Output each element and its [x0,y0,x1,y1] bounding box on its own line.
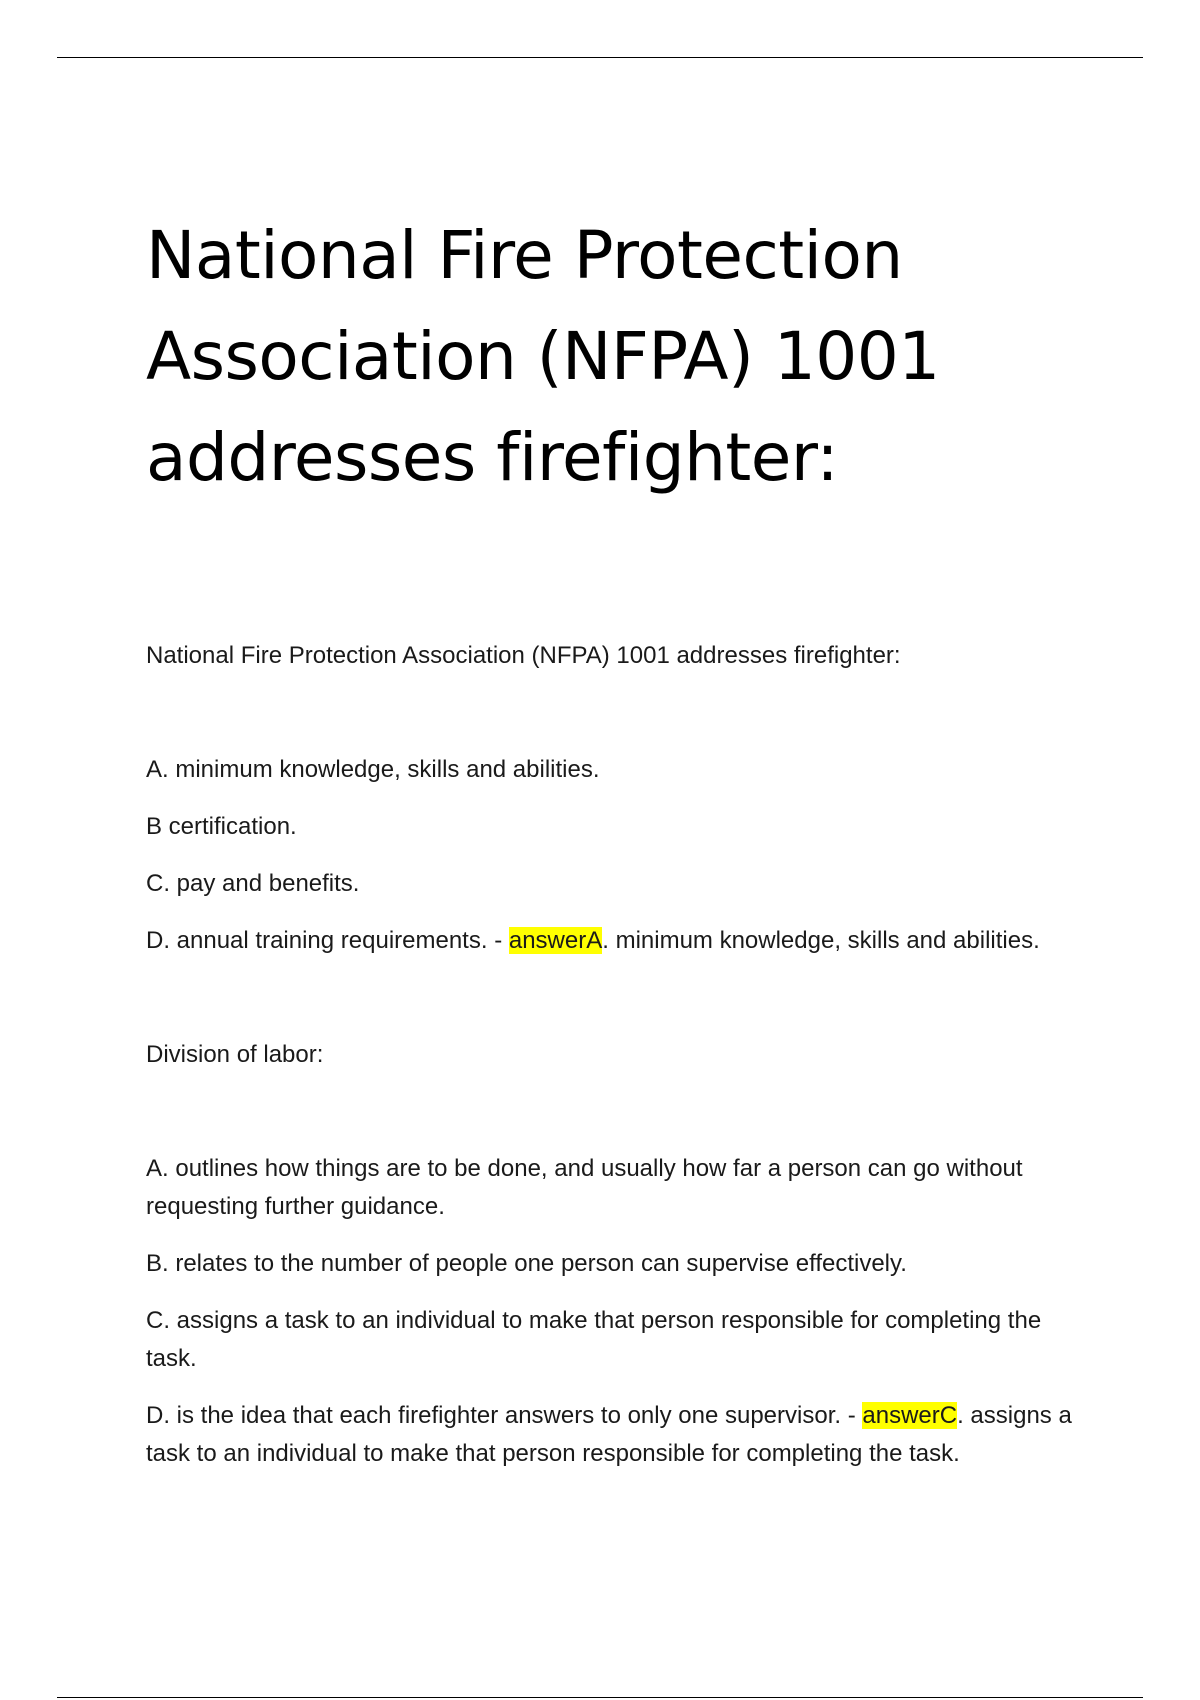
bottom-rule [57,1697,1143,1698]
option-list [146,1150,1096,1473]
answer-highlight: answerA [508,927,603,954]
title-line: Association (NFPA) 1001 [146,318,940,395]
option-d-text: D. annual training requirements. - [146,927,509,954]
question-stem: Division of labor: [146,1041,324,1068]
option-d-with-answer [146,1397,1096,1473]
answer-text: . minimum knowledge, skills and abilities. [602,927,1040,954]
top-rule [57,57,1143,58]
title-line: addresses firefighter: [146,419,839,496]
question-stem: National Fire Protection Association (NFPA) 1001 addresses firefighter: [146,642,901,669]
title-line: National Fire Protection [146,217,903,294]
option-a: A. minimum knowledge, skills and abilities. [146,756,600,783]
document-title [146,205,1096,508]
option-d-with-answer [146,922,1096,960]
answer-text: . assigns a task to an individual to make that person responsible for completing the task. [146,1402,1072,1467]
option-c: C. pay and benefits. [146,870,360,897]
option-b: B. relates to the number of people one person can supervise effectively. [146,1250,907,1277]
answer-highlight: answerC [862,1402,958,1429]
question-block-2 [146,1036,1096,1473]
option-a: A. outlines how things are to be done, and usually how far a person can go without requesting further guidance. [146,1155,1023,1220]
option-list [146,751,1096,960]
document-page [146,205,1096,1473]
option-d-text: D. is the idea that each firefighter answers to only one supervisor. - [146,1402,863,1429]
question-block-1 [146,637,1096,960]
option-b: B certification. [146,813,297,840]
option-c: C. assigns a task to an individual to make that person responsible for completing the task. [146,1307,1042,1372]
